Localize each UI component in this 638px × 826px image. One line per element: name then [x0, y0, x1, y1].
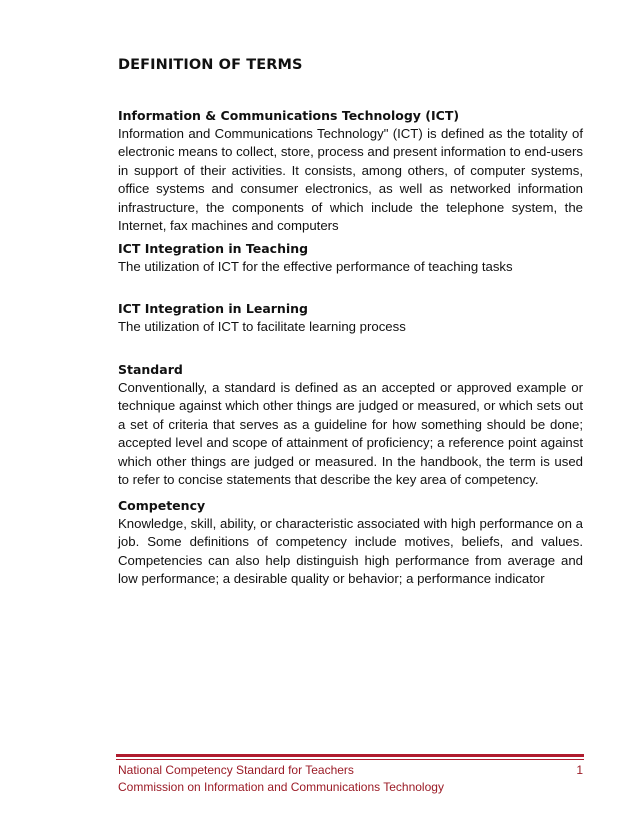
- term-heading: Information & Communications Technology (ICT): [118, 108, 460, 123]
- definition-section-competency: [118, 497, 583, 589]
- term-definition: The utilization of ICT to facilitate learning process: [118, 319, 406, 334]
- page-title: DEFINITION OF TERMS: [118, 57, 303, 73]
- definition-section-ict-teaching: [118, 240, 583, 276]
- term-definition: The utilization of ICT for the effective performance of teaching tasks: [118, 259, 513, 274]
- footer-organization: Commission on Information and Communications Technology: [118, 780, 444, 794]
- footer-document-title: National Competency Standard for Teachers: [118, 763, 354, 777]
- definition-section-ict-learning: [118, 300, 583, 336]
- definition-section-ict: [118, 107, 583, 235]
- term-heading: ICT Integration in Learning: [118, 301, 308, 316]
- term-definition: Knowledge, skill, ability, or characteristic associated with high performance on a job. Some definitions of competency include motives, beliefs, and values. Competencies can also help distinguish high performance from average and low performance; a desirable quality or behavior; a performance indicator: [118, 516, 583, 587]
- term-definition: Conventionally, a standard is defined as an accepted or approved example or technique against which other things are judged or measured, or which sets out a set of criteria that serves as a guideline for how something should be done; accepted level and scope of attainment of proficiency; a reference point against which other things are judged or measured. In the handbook, the term is used to refer to concise statements that describe the key area of competency.: [118, 380, 583, 488]
- page-number: 1: [576, 763, 583, 777]
- term-definition: Information and Communications Technology" (ICT) is defined as the totality of electronic means to collect, store, process and present information to end-users in support of their activities. It consists, among others, of computer systems, office systems and consumer electronics, as well as networked information infrastructure, the components of which include the telephone system, the Internet, fax machines and computers: [118, 126, 583, 234]
- footer-divider-thick: [116, 754, 584, 757]
- term-heading: Competency: [118, 498, 206, 513]
- footer-divider-thin: [116, 759, 584, 760]
- term-heading: ICT Integration in Teaching: [118, 241, 309, 256]
- page-footer: [118, 762, 583, 796]
- term-heading: Standard: [118, 362, 183, 377]
- definition-section-standard: [118, 361, 583, 489]
